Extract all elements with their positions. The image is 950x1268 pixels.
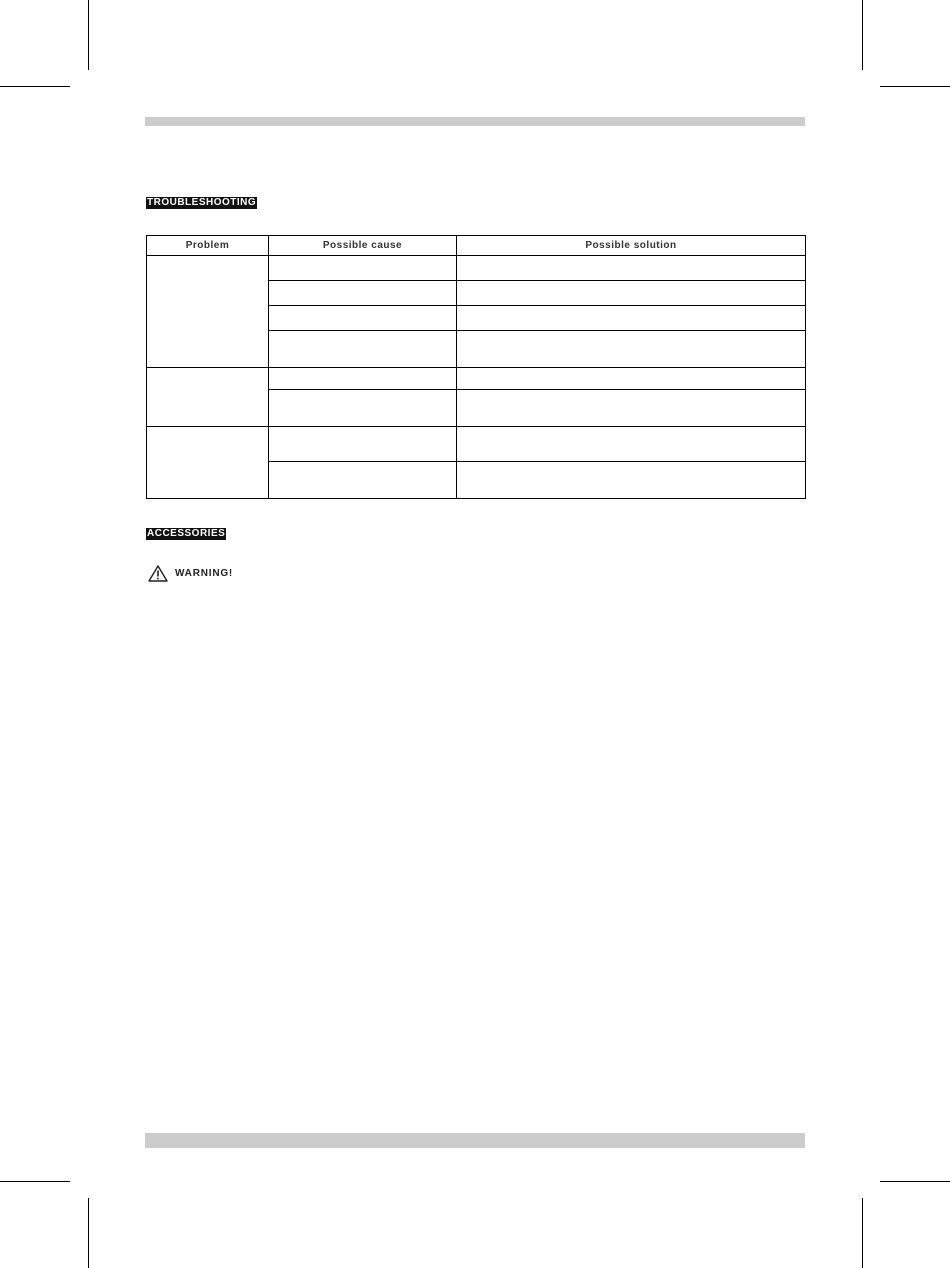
- crop-mark: [88, 0, 89, 70]
- solution-cell: [457, 256, 806, 281]
- table-row: [147, 368, 806, 390]
- section-title-troubleshooting: TROUBLESHOOTING: [147, 197, 257, 208]
- problem-cell: [147, 368, 269, 427]
- solution-cell: [457, 462, 806, 499]
- cause-cell: [269, 331, 457, 368]
- warning-triangle-icon: [148, 565, 168, 582]
- solution-cell: [457, 368, 806, 390]
- crop-mark: [862, 0, 863, 70]
- header-band: [145, 117, 805, 126]
- problem-cell: [147, 427, 269, 499]
- solution-cell: [457, 390, 806, 427]
- crop-mark: [880, 86, 950, 87]
- solution-cell: [457, 306, 806, 331]
- problem-cell: [147, 256, 269, 368]
- column-header-possible-cause: Possible cause: [269, 236, 457, 256]
- solution-cell: [457, 427, 806, 462]
- column-header-possible-solution: Possible solution: [457, 236, 806, 256]
- column-header-problem: Problem: [147, 236, 269, 256]
- cause-cell: [269, 368, 457, 390]
- table-row: [147, 427, 806, 462]
- cause-cell: [269, 306, 457, 331]
- crop-mark: [862, 1198, 863, 1268]
- cause-cell: [269, 256, 457, 281]
- warning-notice: [148, 565, 233, 582]
- table-row: [147, 256, 806, 281]
- table-header-row: [147, 236, 806, 256]
- warning-label: WARNING!: [175, 568, 234, 579]
- cause-cell: [269, 427, 457, 462]
- cause-cell: [269, 281, 457, 306]
- troubleshooting-table: [146, 235, 806, 499]
- crop-mark: [880, 1181, 950, 1182]
- cause-cell: [269, 462, 457, 499]
- footer-band: [145, 1133, 805, 1148]
- section-title-accessories: ACCESSORIES: [147, 528, 226, 539]
- solution-cell: [457, 281, 806, 306]
- crop-mark: [88, 1198, 89, 1268]
- crop-mark: [0, 1181, 70, 1182]
- cause-cell: [269, 390, 457, 427]
- solution-cell: [457, 331, 806, 368]
- crop-mark: [0, 86, 70, 87]
